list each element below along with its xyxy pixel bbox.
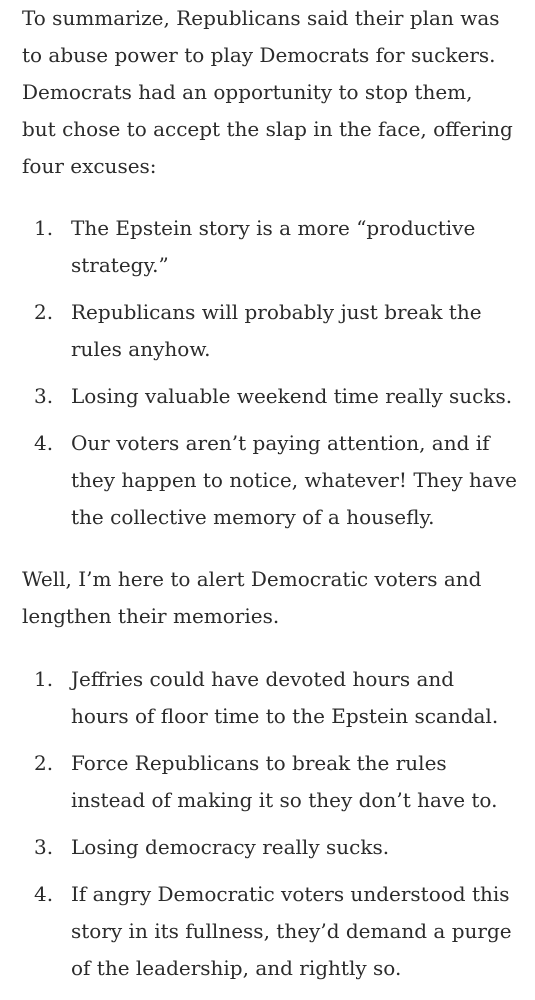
list-number: 2. — [34, 300, 54, 324]
list-item-line: Republicans will probably just break the — [71, 300, 482, 324]
list-item — [0, 425, 535, 536]
list-item-line: strategy.” — [71, 253, 169, 277]
intro-paragraph — [22, 0, 525, 185]
list-number: 3. — [34, 384, 54, 408]
list-item — [0, 745, 535, 819]
intro-line: to abuse power to play Democrats for suckers. — [22, 43, 496, 67]
list-number: 4. — [34, 882, 54, 906]
list-item — [0, 876, 535, 987]
list-item-line: If angry Democratic voters understood this — [71, 882, 510, 906]
list-item-line: story in its fullness, they’d demand a purge — [71, 919, 512, 943]
list-number: 3. — [34, 835, 54, 859]
list-item-line: Our voters aren’t paying attention, and if — [71, 431, 490, 455]
list-item — [0, 829, 535, 866]
list-item-line: Jeffries could have devoted hours and — [71, 667, 455, 691]
intro-line: To summarize, Republicans said their plan was — [22, 6, 500, 30]
intro-line: Democrats had an opportunity to stop them, — [22, 80, 473, 104]
list-item — [0, 294, 535, 368]
list-number: 1. — [34, 667, 54, 691]
list-item — [0, 210, 535, 284]
list-number: 2. — [34, 751, 54, 775]
excuses-list — [0, 210, 535, 536]
list-item-line: of the leadership, and rightly so. — [71, 956, 402, 980]
middle-paragraph — [22, 561, 525, 635]
middle-line: Well, I’m here to alert Democratic voters and — [22, 567, 482, 591]
list-number: 1. — [34, 216, 54, 240]
list-item-line: The Epstein story is a more “productive — [71, 216, 476, 240]
list-item — [0, 378, 535, 415]
list-item-line: the collective memory of a housefly. — [71, 505, 435, 529]
rebuttals-list — [0, 661, 535, 987]
list-item-line: Force Republicans to break the rules — [71, 751, 447, 775]
list-item-line: rules anyhow. — [71, 337, 211, 361]
list-item — [0, 661, 535, 735]
list-number: 4. — [34, 431, 54, 455]
list-item-line: Losing valuable weekend time really sucks. — [71, 384, 513, 408]
list-item-line: Losing democracy really sucks. — [71, 835, 390, 859]
list-item-line: hours of floor time to the Epstein scandal. — [71, 704, 499, 728]
list-item-line: they happen to notice, whatever! They have — [71, 468, 517, 492]
list-item-line: instead of making it so they don’t have to. — [71, 788, 498, 812]
intro-line: but chose to accept the slap in the face, offering — [22, 117, 513, 141]
middle-line: lengthen their memories. — [22, 604, 280, 628]
intro-line: four excuses: — [22, 154, 157, 178]
